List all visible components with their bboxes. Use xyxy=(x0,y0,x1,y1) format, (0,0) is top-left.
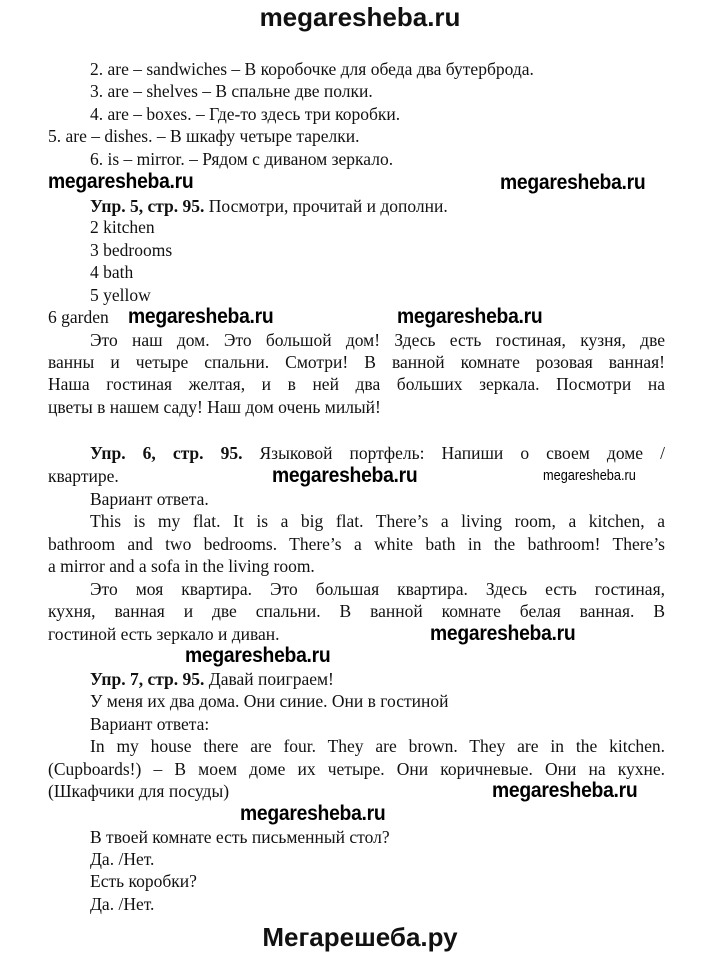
answer-line: 2. are – sandwiches – В коробочке для обеда два бутерброда. xyxy=(90,59,534,79)
paragraph-line: (Cupboards!) – В моем доме их четыре. Они коричневые. Они на кухне. xyxy=(48,759,665,779)
paragraph-line: цветы в нашем саду! Наш дом очень милый! xyxy=(48,397,381,417)
variant-label: Вариант ответа. xyxy=(90,489,209,509)
watermark: megaresheba.ru xyxy=(543,467,636,484)
exercise-5-heading xyxy=(90,195,448,217)
watermark: megaresheba.ru xyxy=(48,170,194,193)
answer-line: 4. are – boxes. – Где-то здесь три коробки. xyxy=(90,104,401,124)
exercise-task: Давай поиграем! xyxy=(204,669,334,689)
watermark: megaresheba.ru xyxy=(272,464,418,487)
site-header: megaresheba.ru xyxy=(259,2,461,32)
exercise-7-heading xyxy=(90,668,334,690)
paragraph-line: This is my flat. It is a big flat. There’s a living room, a kitchen, a xyxy=(90,511,665,531)
text-line: У меня их два дома. Они синие. Они в гостиной xyxy=(90,691,449,711)
exercise-task-cont: квартире. xyxy=(48,466,119,486)
watermark: megaresheba.ru xyxy=(397,305,543,328)
answer-item: 2 kitchen xyxy=(90,217,155,237)
qa-line: Есть коробки? xyxy=(90,871,197,891)
answer-item: 6 garden xyxy=(48,307,109,327)
watermark: megaresheba.ru xyxy=(492,779,638,802)
paragraph-line: Это моя квартира. Это большая квартира. Здесь есть гостиная, xyxy=(90,579,665,599)
paragraph-line: Наша гостиная желтая, и в ней два больших зеркала. Посмотри на xyxy=(48,374,665,394)
answer-item: 3 bedrooms xyxy=(90,240,173,260)
exercise-title: Упр. 7, стр. 95. xyxy=(90,669,205,689)
qa-line: Да. /Нет. xyxy=(90,894,155,914)
answer-line: 5. are – dishes. – В шкафу четыре тарелки. xyxy=(48,126,360,146)
exercise-title: Упр. 5, стр. 95. xyxy=(90,196,205,216)
answer-item: 4 bath xyxy=(90,262,134,282)
watermark: megaresheba.ru xyxy=(500,171,646,194)
qa-line: В твоей комнате есть письменный стол? xyxy=(90,827,390,847)
exercise-task: Языковой портфель: Напиши о своем доме / xyxy=(242,443,665,463)
watermark: megaresheba.ru xyxy=(128,305,274,328)
answer-item: 5 yellow xyxy=(90,285,151,305)
paragraph-line: Это наш дом. Это большой дом! Здесь есть гостиная, кузня, две xyxy=(90,330,665,350)
paragraph-line: ванны и четыре спальни. Смотри! В ванной комнате розовая ванная! xyxy=(48,352,665,372)
watermark: megaresheba.ru xyxy=(185,644,331,667)
paragraph-line: (Шкафчики для посуды) xyxy=(48,781,230,801)
answer-line: 3. are – shelves – В спальне две полки. xyxy=(90,81,373,101)
paragraph-line: кухня, ванная и две спальни. В ванной комнате белая ванная. В xyxy=(48,601,665,621)
paragraph-line: гостиной есть зеркало и диван. xyxy=(48,624,280,644)
exercise-title: Упр. 6, стр. 95. xyxy=(90,443,243,463)
watermark: megaresheba.ru xyxy=(240,802,386,825)
exercise-task: Посмотри, прочитай и дополни. xyxy=(204,196,448,216)
paragraph-line: bathroom and two bedrooms. There’s a white bath in the bathroom! There’s xyxy=(48,534,665,554)
answer-line: 6. is – mirror. – Рядом с диваном зеркало. xyxy=(90,149,394,169)
paragraph-line: In my house there are four. They are brown. They are in the kitchen. xyxy=(90,736,665,756)
watermark: megaresheba.ru xyxy=(430,622,576,645)
variant-label: Вариант ответа: xyxy=(90,714,210,734)
paragraph-line: a mirror and a sofa in the living room. xyxy=(48,556,315,576)
exercise-6-heading xyxy=(90,442,665,464)
qa-line: Да. /Нет. xyxy=(90,849,155,869)
site-footer: Мегарешеба.ру xyxy=(262,922,458,952)
